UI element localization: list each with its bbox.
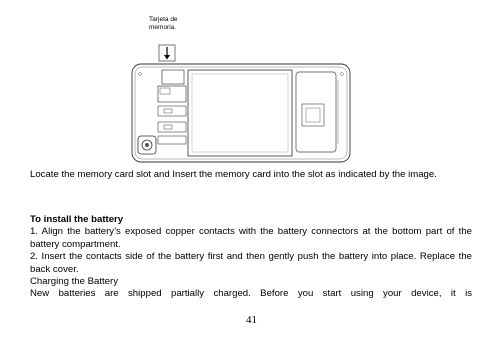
step-2-text: 2. Insert the contacts side of the battery first and then gently push the battery into place. Replace the back cover.	[30, 251, 472, 275]
battery-install-section	[30, 214, 472, 301]
step-1-text: 1. Align the battery’s exposed copper contacts with the battery connectors at the bottom part of the battery compartment.	[30, 226, 472, 250]
section-heading: To install the battery	[30, 214, 124, 225]
figure-caption: Locate the memory card slot and Insert the memory card into the slot as indicated by the image.	[30, 169, 437, 180]
phone-back-illustration	[128, 14, 354, 164]
charging-body-text: New batteries are shipped partially charged. Before you start using your device, it is	[30, 288, 472, 300]
charging-subheading: Charging the Battery	[30, 276, 118, 288]
memory-card-callout-label: Tarjeta de memoria.	[149, 16, 178, 31]
page-number: 41	[246, 314, 257, 326]
